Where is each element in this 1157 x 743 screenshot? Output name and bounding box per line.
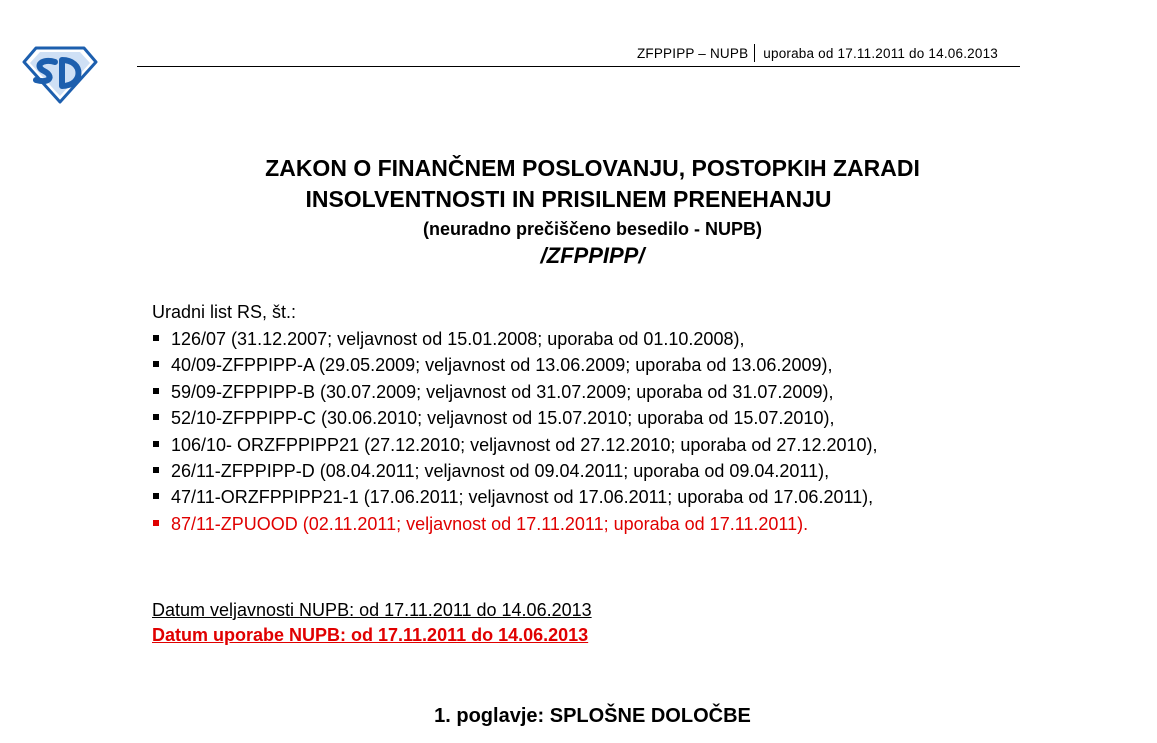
chapter-heading: 1. poglavje: SPLOŠNE DOLOČBE	[434, 705, 751, 727]
list-item-text: 40/09-ZFPPIPP-A (29.05.2009; veljavnost od 13.06.2009; uporaba od 13.06.2009),	[171, 355, 833, 376]
header-left: ZFPPIPP – NUPB	[636, 46, 749, 61]
list-item-text: 59/09-ZFPPIPP-B (30.07.2009; veljavnost od 31.07.2009; uporaba od 31.07.2009),	[171, 381, 834, 402]
title-subtitle: (neuradno prečiščeno besedilo - NUPB)	[422, 219, 763, 239]
bullet-icon	[153, 520, 159, 526]
uradni-list-label: Uradni list RS, št.:	[152, 302, 297, 322]
bullet-icon	[153, 361, 159, 367]
list-item-text: 47/11-ORZFPPIPP21-1 (17.06.2011; veljavnost od 17.06.2011; uporaba od 17.06.2011),	[171, 487, 874, 508]
bullet-icon	[153, 414, 159, 420]
bullet-icon	[153, 493, 159, 499]
header-separator	[754, 44, 755, 62]
title-line-1: ZAKON O FINANČNEM POSLOVANJU, POSTOPKIH ZARADI	[265, 155, 920, 181]
header-text	[637, 44, 998, 62]
list-item	[137, 511, 1037, 537]
list-item	[137, 405, 1037, 431]
list-item	[137, 352, 1037, 378]
bullet-icon	[153, 335, 159, 341]
bullet-icon	[153, 467, 159, 473]
bullet-icon	[153, 441, 159, 447]
datum-uporabe: Datum uporabe NUPB: od 17.11.2011 do 14.06.2013	[152, 625, 589, 645]
list-item-text: 126/07 (31.12.2007; veljavnost od 15.01.2008; uporaba od 01.10.2008),	[171, 329, 745, 349]
amendments-list	[137, 326, 1037, 537]
list-item-text: 87/11-ZPUOOD (02.11.2011; veljavnost od 17.11.2011; uporaba od 17.11.2011).	[171, 513, 809, 534]
sd-shield-logo-icon	[22, 46, 98, 104]
list-item	[137, 379, 1037, 405]
title-line-2: INSOLVENTNOSTI IN PRISILNEM PRENEHANJU	[305, 186, 832, 212]
list-item-text: 106/10- ORZFPPIPP21 (27.12.2010; veljavnost od 27.12.2010; uporaba od 27.12.2010),	[171, 434, 878, 455]
bullet-icon	[153, 388, 159, 394]
list-item	[137, 432, 1037, 458]
running-header	[137, 44, 1020, 67]
list-item	[137, 484, 1037, 510]
list-item	[137, 458, 1037, 484]
header-right: uporaba od 17.11.2011 do 14.06.2013	[763, 46, 998, 61]
datum-veljavnosti: Datum veljavnosti NUPB: od 17.11.2011 do 14.06.2013	[152, 600, 592, 620]
list-item-text: 26/11-ZFPPIPP-D (08.04.2011; veljavnost od 09.04.2011; uporaba od 09.04.2011),	[171, 461, 830, 482]
list-item	[137, 326, 1037, 352]
list-item-text: 52/10-ZFPPIPP-C (30.06.2010; veljavnost od 15.07.2010; uporaba od 15.07.2010),	[171, 408, 835, 429]
title-abbreviation: /ZFPPIPP/	[540, 243, 645, 268]
